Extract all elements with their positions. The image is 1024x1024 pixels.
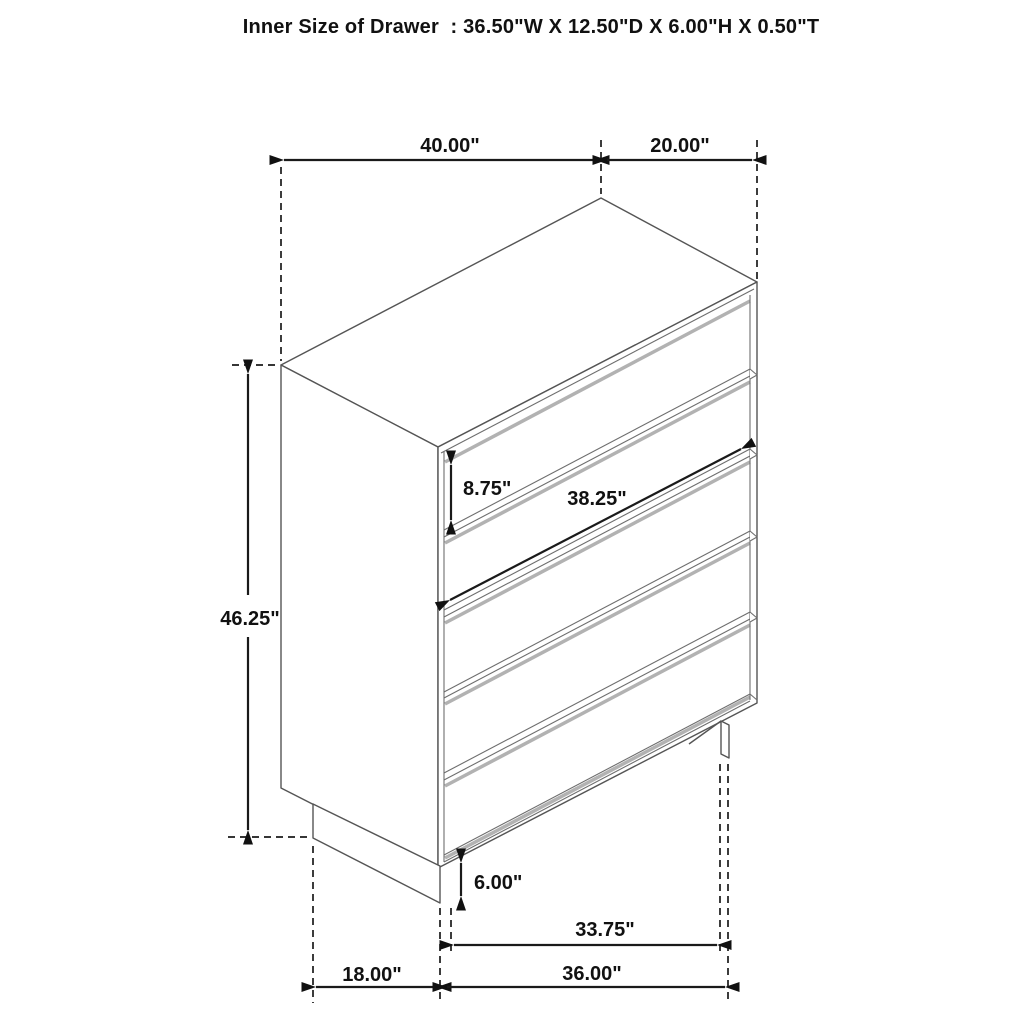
chest-side-panel xyxy=(281,365,438,868)
dimension-label: 40.00" xyxy=(420,135,480,157)
dimension-label: 33.75" xyxy=(575,919,635,941)
dimension-base-height xyxy=(461,863,522,896)
dimension-base-depth xyxy=(316,964,437,987)
dimension-label: 20.00" xyxy=(650,135,710,157)
dimension-label: 38.25" xyxy=(567,488,627,510)
chest-outline xyxy=(281,198,757,868)
dimension-overall-height xyxy=(220,374,280,830)
dimension-label: 18.00" xyxy=(342,964,402,986)
dimension-label: 46.25" xyxy=(220,608,280,630)
dimension-base-width xyxy=(447,963,725,987)
dimension-label: 6.00" xyxy=(474,872,523,894)
dimension-label: 36.00" xyxy=(562,963,622,985)
dimension-label: 8.75" xyxy=(463,478,512,500)
dimension-top-depth xyxy=(607,135,752,160)
right-base-leg xyxy=(721,721,729,758)
dimension-top-width xyxy=(284,135,595,160)
drawing-title: Inner Size of Drawer : 36.50"W X 12.50"D X 6.00"H X 0.50"T xyxy=(242,16,820,38)
dimension-base-inner-width xyxy=(454,919,717,945)
